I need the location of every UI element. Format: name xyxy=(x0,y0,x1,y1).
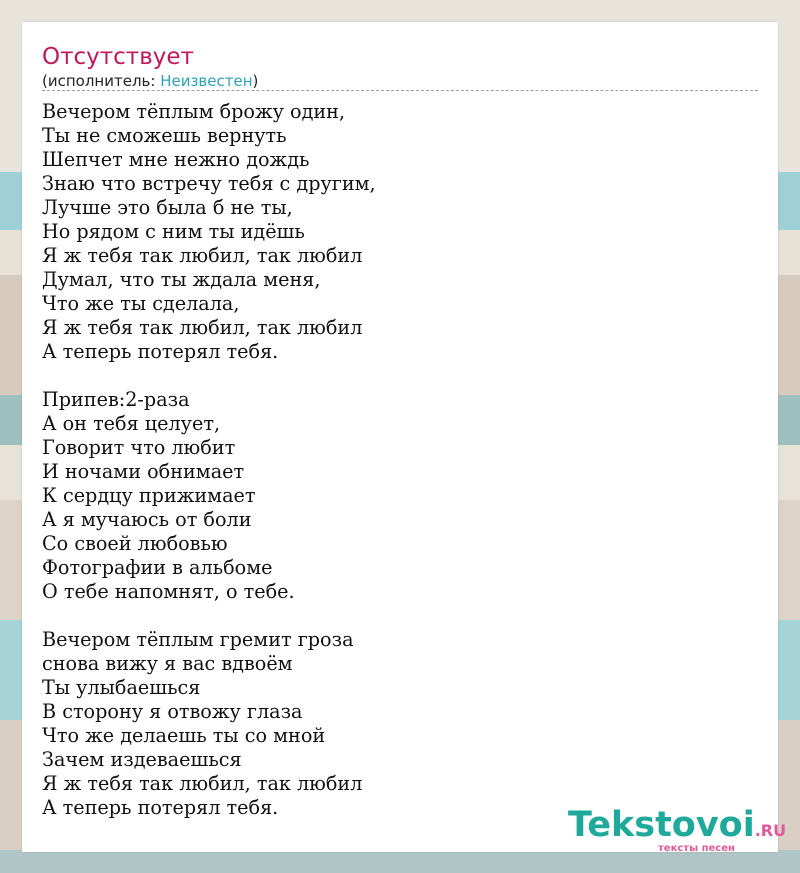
lyric-line: Ты улыбаешься xyxy=(42,676,201,699)
song-title: Отсутствует xyxy=(42,44,194,70)
lyric-line: Я ж тебя так любил, так любил xyxy=(42,772,363,795)
lyric-line: Я ж тебя так любил, так любил xyxy=(42,316,363,339)
stanza-gap xyxy=(42,604,376,628)
lyric-line: Припев:2-раза xyxy=(42,388,190,411)
logo-tld: .RU xyxy=(754,821,787,840)
logo-tagline: тексты песен xyxy=(658,843,735,854)
lyric-line: Говорит что любит xyxy=(42,436,236,459)
artist-link[interactable]: Неизвестен xyxy=(160,72,253,90)
lyric-line: К сердцу прижимает xyxy=(42,484,256,507)
verse-1 xyxy=(42,100,376,364)
lyric-line: А теперь потерял тебя. xyxy=(42,340,279,363)
lyric-line: Зачем издеваешься xyxy=(42,748,242,771)
site-logo[interactable] xyxy=(568,805,787,854)
lyric-line: Думал, что ты ждала меня, xyxy=(42,268,321,291)
lyric-line: Вечером тёплым брожу один, xyxy=(42,100,346,123)
lyric-line: Вечером тёплым гремит гроза xyxy=(42,628,354,651)
artist-prefix: (исполнитель: xyxy=(42,72,161,90)
lyric-line: Со своей любовью xyxy=(42,532,228,555)
lyrics-text xyxy=(42,100,376,820)
lyric-line: снова вижу я вас вдвоём xyxy=(42,652,293,675)
lyric-line: Знаю что встречу тебя с другим, xyxy=(42,172,376,195)
chorus xyxy=(42,388,376,604)
lyric-line: Ты не сможешь вернуть xyxy=(42,124,287,147)
artist-suffix: ) xyxy=(252,72,259,90)
lyric-line: В сторону я отвожу глаза xyxy=(42,700,303,723)
lyric-line: А он тебя целует, xyxy=(42,412,221,435)
lyrics-card xyxy=(22,22,787,854)
stanza-gap xyxy=(42,364,376,388)
lyric-line: А я мучаюсь от боли xyxy=(42,508,252,531)
lyric-line: А теперь потерял тебя. xyxy=(42,796,279,819)
lyric-line: Фотографии в альбоме xyxy=(42,556,273,579)
lyric-line: Шепчет мне нежно дождь xyxy=(42,148,310,171)
divider xyxy=(42,90,758,91)
lyric-line: Что же ты сделала, xyxy=(42,292,240,315)
verse-2 xyxy=(42,628,376,820)
logo-brand: Tekstovoi xyxy=(568,805,755,845)
artist-line xyxy=(42,71,258,91)
lyric-line: Лучше это была б не ты, xyxy=(42,196,293,219)
lyric-line: Но рядом с ним ты идёшь xyxy=(42,220,305,243)
lyric-line: О тебе напомнят, о тебе. xyxy=(42,580,295,603)
lyric-line: Я ж тебя так любил, так любил xyxy=(42,244,363,267)
lyric-line: И ночами обнимает xyxy=(42,460,245,483)
lyric-line: Что же делаешь ты со мной xyxy=(42,724,326,747)
